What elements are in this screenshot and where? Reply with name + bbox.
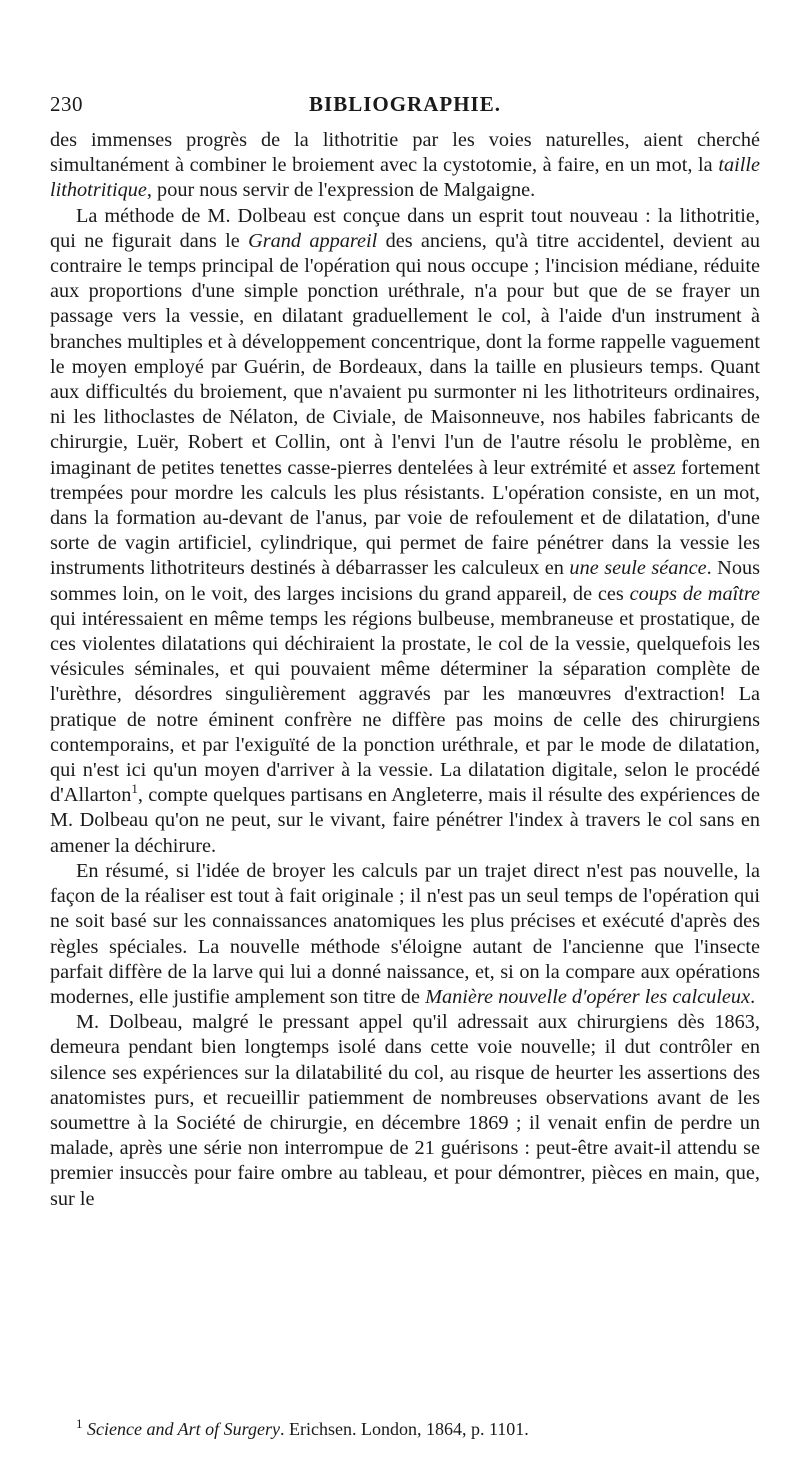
running-title: BIBLIOGRAPHIE. [309,92,501,116]
italic-term: Grand appareil [248,229,378,252]
text-run: qui intéressaient en même temps les régions bulbeuse, membraneuse et prostatique, de ces violentes dilatations qui déchiraient la prostate, le col de la vessie, quelquefois les vésicules séminales, et qui pouvaient même déterminer la séparation complète de l'urèthre, désordres singulièrement aggravés par les manœuvres d'extraction! La pratique de notre éminent confrère ne diffère pas moins de celle des chirurgiens contemporains, et par l'exiguïté de la ponction uréthrale, et par le mode de dilatation, qui n'est ici qu'un moyen d'arriver à la vessie. La dilatation digitale, selon le procédé d'Allarton [50,607,760,807]
paragraph-4 [50,1010,760,1212]
text-run: En résumé, si l'idée de broyer les calculs par un trajet direct n'est pas nouvelle, la façon de la réaliser est tout à fait originale ; il n'est pas un seul temps de l'opération qui ne soit basé sur les connaissances anatomiques les plus précises et exécuté d'après des règles spéciales. La nouvelle méthode s'éloigne autant de l'ancienne que l'insecte parfait diffère de la larve qui lui a donné naissance, et, si on la compare aux opérations modernes, elle justifie amplement son titre de [50,859,760,1008]
footnote [50,1418,760,1440]
paragraph-1 [50,128,760,204]
text-run: des anciens, qu'à titre accidentel, devient au contraire le temps principal de l'opération qui nous occupe ; l'incision médiane, réduite aux proportions d'une simple ponction uréthrale, n'a pour but que de se frayer un passage vers la vessie, en dilatant graduellement le col, à l'aide d'un instrument à branches multiples et à développement concentrique, dont la forme rappelle vaguement le moyen employé par Guérin, de Bordeaux, dans la taille en plusieurs temps. Quant aux difficultés du broiement, que n'avaient pu surmonter ni les lithotriteurs ordinaires, ni les lithoclastes de Nélaton, de Civiale, de Maisonneuve, nos habiles fabricants de chirurgie, Luër, Robert et Collin, ont à l'envi l'un de l'autre résolu le problème, en imaginant de petites tenettes casse-pierres dentelées à leur extrémité et assez fortement trempées pour mordre les calculs les plus résistants. L'opération consiste, en un mot, dans la formation au-devant de l'anus, par voie de refoulement et de dilatation, d'une sorte de vagin artificiel, cylindrique, qui permet de faire pénétrer dans la vessie les instruments lithotriteurs destinés à débarrasser les calculeux en [50,229,760,580]
footnote-marker: 1 [76,1416,83,1431]
italic-term: Manière nouvelle d'opérer les calculeux [425,985,751,1008]
paragraph-3 [50,859,760,1010]
text-run: La méthode de M. Dolbeau est conçue dans un esprit tout nouveau : la lithotritie, qui ne figurait dans le [50,204,760,252]
page-number: 230 [50,92,83,116]
italic-term: une seule séance [569,557,707,580]
footnote-text: . Erichsen. London, 1864, p. 1101. [279,1419,529,1439]
running-head [50,92,760,122]
text-run: . [750,985,756,1008]
text-run: , compte quelques partisans en Angleterre, mais il résulte des expériences de M. Dolbeau qu'on ne peut, sur le vivant, faire pénétrer l'index à travers le col sans en amener la déchirure. [50,784,760,857]
italic-term: taille lithotritique [50,154,760,202]
text-run: . Nous sommes loin, on le voit, des larges incisions du grand appareil, de ces [50,557,760,605]
text-run: des immenses progrès de la lithotritie par les voies naturelles, aient cherché simultanément à combiner le broiement avec la cystotomie, à faire, en un mot, la [50,129,760,177]
text-run: M. Dolbeau, malgré le pressant appel qu'il adressait aux chirurgiens dès 1863, demeura pendant bien longtemps isolé dans cette voie nouvelle; il dut contrôler en silence ses expériences sur la dilatabilité du col, au risque de heurter les assertions des anatomistes purs, et recueillir patiemment de nombreuses observations avant de les soumettre à la Société de chirurgie, en décembre 1869 ; il venait enfin de perdre un malade, après une série non interrompue de 21 guérisons : peut-être avait-il attendu se premier insuccès pour faire ombre au tableau, et pour démontrer, pièces en main, que, sur le [50,1011,760,1210]
footnote-ref: 1 [131,781,138,797]
footnote-title: Science and Art of Surgery [87,1419,280,1439]
body-text [50,128,760,1212]
italic-term: coups de maître [629,582,760,605]
paragraph-2 [50,204,760,859]
text-run: , pour nous servir de l'expression de Malgaigne. [146,179,536,202]
